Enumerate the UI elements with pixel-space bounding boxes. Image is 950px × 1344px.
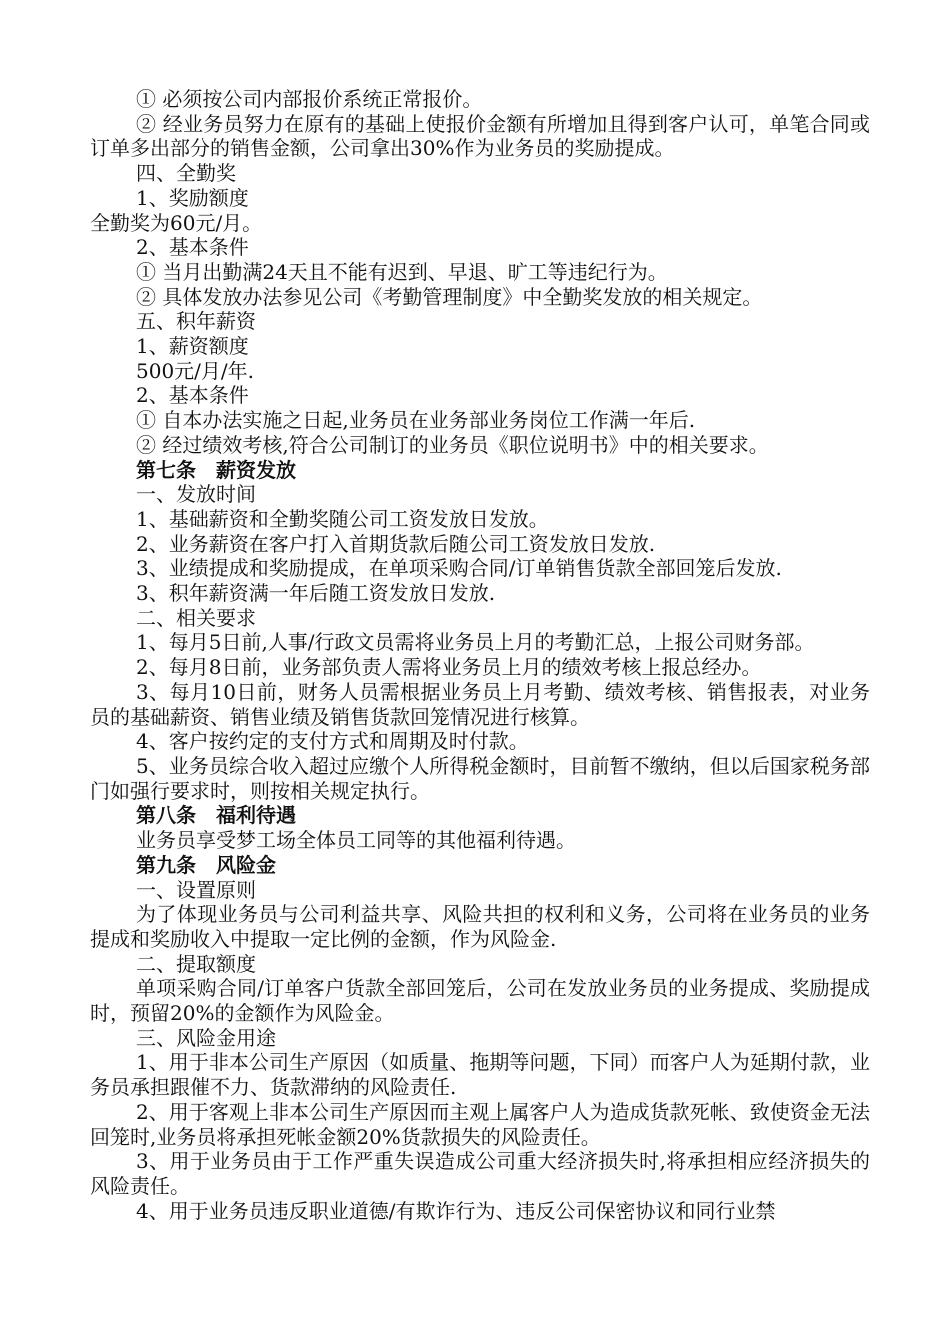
- paragraph: 3、用于业务员由于工作严重失误造成公司重大经济损失时,将承担相应经济损失的风险责任。: [90, 1149, 870, 1198]
- paragraph: ② 经过绩效考核,符合公司制订的业务员《职位说明书》中的相关要求。: [136, 432, 769, 457]
- subsection-heading: 1、薪资额度: [136, 334, 249, 359]
- paragraph: 3、积年薪资满一年后随工资发放日发放.: [136, 581, 496, 606]
- subsection-heading: 2、基本条件: [136, 235, 249, 260]
- paragraph: 4、客户按约定的支付方式和周期及时付款。: [136, 729, 529, 754]
- section-heading: 五、积年薪资: [136, 309, 256, 334]
- paragraph: 3、每月10日前，财务人员需根据业务员上月考勤、绩效考核、销售报表，对业务员的基础薪资、销售业绩及销售货款回笼情况进行核算。: [90, 679, 870, 729]
- paragraph: 3、业绩提成和奖励提成，在单项采购合同/订单销售货款全部回笼后发放.: [136, 556, 782, 581]
- paragraph: ① 当月出勤满24天且不能有迟到、早退、旷工等违纪行为。: [136, 259, 668, 284]
- paragraph: 1、基础薪资和全勤奖随公司工资发放日发放。: [136, 506, 549, 531]
- paragraph: 2、每月8日前，业务部负责人需将业务员上月的绩效考核上报总经办。: [136, 655, 762, 680]
- article-heading: 第九条 风险金: [136, 852, 276, 877]
- subsection-heading: 1、奖励额度: [136, 185, 249, 210]
- paragraph: 2、业务薪资在客户打入首期货款后随公司工资发放日发放.: [136, 531, 656, 556]
- paragraph: ② 具体发放办法参见公司《考勤管理制度》中全勤奖发放的相关规定。: [136, 284, 763, 309]
- section-heading: 四、全勤奖: [136, 161, 236, 186]
- paragraph: 单项采购合同/订单客户货款全部回笼后，公司在发放业务员的业务提成、奖励提成时，预留20%的金额作为风险金。: [90, 976, 870, 1026]
- paragraph: 2、用于客观上非本公司生产原因而主观上属客户人为造成货款死帐、致使资金无法回笼时,业务员将承担死帐金额20%货款损失的风险责任。: [90, 1099, 870, 1149]
- paragraph: 业务员享受梦工场全体员工同等的其他福利待遇。: [136, 828, 576, 853]
- section-heading: 三、风险金用途: [136, 1025, 276, 1050]
- paragraph: ② 经业务员努力在原有的基础上使报价金额有所增加且得到客户认可，单笔合同或订单多出部分的销售金额，公司拿出30%作为业务员的奖励提成。: [90, 111, 870, 161]
- subsection-heading: 2、基本条件: [136, 383, 249, 408]
- paragraph: 为了体现业务员与公司利益共享、风险共担的权利和义务，公司将在业务员的业务提成和奖励收入中提取一定比例的金额，作为风险金.: [90, 902, 870, 951]
- paragraph: 1、用于非本公司生产原因（如质量、拖期等问题，下同）而客户人为延期付款，业务员承担跟催不力、货款滞纳的风险责任.: [90, 1050, 870, 1100]
- paragraph: ① 自本办法实施之日起,业务员在业务部业务岗位工作满一年后.: [136, 408, 696, 433]
- section-heading: 一、设置原则: [136, 877, 256, 902]
- paragraph: ① 必须按公司内部报价系统正常报价。: [136, 87, 483, 111]
- paragraph: 全勤奖为60元/月。: [90, 210, 263, 235]
- paragraph: 4、用于业务员违反职业道德/有欺诈行为、违反公司保密协议和同行业禁: [136, 1198, 776, 1223]
- article-heading: 第八条 福利待遇: [136, 803, 296, 828]
- paragraph: 500元/月/年.: [136, 358, 255, 383]
- section-heading: 二、相关要求: [136, 605, 256, 630]
- document-page: [90, 87, 870, 1223]
- paragraph: 5、业务员综合收入超过应缴个人所得税金额时，目前暂不缴纳，但以后国家税务部门如强行要求时，则按相关规定执行。: [90, 753, 870, 803]
- section-heading: 一、发放时间: [136, 482, 256, 507]
- paragraph: 1、每月5日前,人事/行政文员需将业务员上月的考勤汇总，上报公司财务部。: [136, 630, 815, 655]
- section-heading: 二、提取额度: [136, 951, 256, 976]
- article-heading: 第七条 薪资发放: [136, 457, 296, 482]
